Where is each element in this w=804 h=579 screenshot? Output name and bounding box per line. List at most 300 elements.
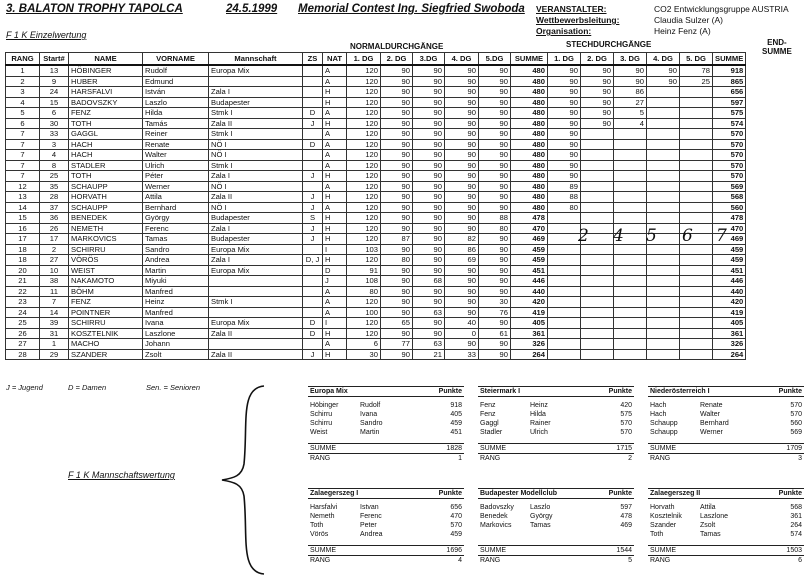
table-cell: 68 [413, 276, 445, 287]
table-cell: 7 [6, 150, 40, 161]
table-cell: 90 [413, 255, 445, 266]
table-cell: Péter [143, 171, 209, 182]
table-cell [581, 129, 614, 140]
table-cell: 90 [381, 171, 413, 182]
table-cell: Budapester [209, 234, 303, 245]
column-header: Mannschaft [209, 53, 303, 66]
table-cell: 451 [511, 265, 548, 276]
table-cell: 264 [713, 349, 746, 360]
table-cell [548, 349, 581, 360]
table-cell [680, 255, 713, 266]
team-rank-label: RANG [650, 557, 671, 564]
table-cell: Budapester [209, 213, 303, 224]
member-points: 597 [620, 504, 632, 511]
table-cell: H [323, 223, 347, 234]
table-cell: J [323, 276, 347, 287]
team-member-row [308, 401, 464, 410]
table-cell [680, 192, 713, 203]
section-einzelwertung: F 1 K Einzelwertung [6, 30, 87, 40]
table-cell: 469 [511, 234, 548, 245]
table-cell: Rudolf [143, 65, 209, 76]
group-stech: STECHDURCHGÄNGE [566, 40, 652, 49]
table-cell: 90 [381, 129, 413, 140]
column-header: 4. DG [647, 53, 680, 66]
table-cell: J [303, 118, 323, 129]
table-cell: 90 [381, 223, 413, 234]
table-cell: 459 [511, 255, 548, 266]
team-sum-value: 1715 [616, 445, 632, 452]
table-cell [680, 118, 713, 129]
member-firstname: György [530, 513, 553, 520]
table-cell: 90 [381, 328, 413, 339]
team-header [648, 488, 804, 499]
table-cell [647, 202, 680, 213]
table-cell: 480 [511, 181, 548, 192]
table-cell [581, 297, 614, 308]
table-cell [647, 328, 680, 339]
org-label-organisation: Organisation: [536, 26, 592, 36]
table-cell: H [323, 171, 347, 182]
table-cell: A [323, 76, 347, 87]
table-cell: NÖ I [209, 181, 303, 192]
table-cell: 574 [713, 118, 746, 129]
table-cell: 90 [413, 328, 445, 339]
table-cell [209, 276, 303, 287]
event-date: 24.5.1999 [226, 3, 278, 15]
table-cell: Tamas [143, 234, 209, 245]
table-row [6, 276, 746, 287]
table-cell [614, 265, 647, 276]
table-cell: A [323, 160, 347, 171]
table-cell: SZANDER [69, 349, 143, 360]
table-cell: H [323, 192, 347, 203]
team-sum-value: 1696 [446, 547, 462, 554]
team-rank-label: RANG [480, 455, 501, 462]
team-member-row [478, 419, 634, 428]
member-firstname: Renate [700, 402, 723, 409]
table-cell: H [323, 234, 347, 245]
team-sum-row [648, 545, 804, 555]
team-points-label: Punkte [778, 490, 802, 497]
member-firstname: Werner [700, 429, 723, 436]
member-surname: Fenz [480, 402, 496, 409]
team-member-row [648, 530, 804, 539]
member-firstname: Bernhard [700, 420, 729, 427]
table-cell: GAGGL [69, 129, 143, 140]
table-cell: 90 [479, 349, 511, 360]
table-cell [581, 307, 614, 318]
table-cell: 80 [548, 202, 581, 213]
table-cell [303, 97, 323, 108]
table-cell [581, 150, 614, 161]
team-member-row [648, 410, 804, 419]
legend-jugend: J = Jugend [6, 383, 43, 392]
contest-title: Memorial Contest Ing. Siegfried Swoboda [298, 3, 525, 15]
table-header-row [6, 53, 746, 66]
column-header: 3.DG [413, 53, 445, 66]
table-cell: A [323, 65, 347, 76]
team-sum-value: 1828 [446, 445, 462, 452]
table-cell: 90 [581, 97, 614, 108]
member-points: 918 [450, 402, 462, 409]
table-cell: 90 [445, 276, 479, 287]
table-cell: 90 [581, 87, 614, 98]
table-cell: D, J [303, 255, 323, 266]
team-rank-row [648, 555, 804, 565]
table-cell: Bernhard [143, 202, 209, 213]
table-cell [680, 150, 713, 161]
table-cell [303, 150, 323, 161]
table-cell: 120 [347, 234, 381, 245]
team-sum-row [648, 443, 804, 453]
member-surname: Benedek [480, 513, 508, 520]
table-cell [303, 181, 323, 192]
table-cell: 90 [581, 65, 614, 76]
table-cell: D [303, 139, 323, 150]
table-cell: 90 [381, 286, 413, 297]
table-cell [581, 328, 614, 339]
table-cell: 90 [479, 129, 511, 140]
table-row [6, 213, 746, 224]
team-rank-row [478, 555, 634, 565]
table-cell: 86 [614, 87, 647, 98]
table-cell [647, 286, 680, 297]
team-rank-label: RANG [310, 455, 331, 462]
table-row [6, 139, 746, 150]
team-name: Steiermark I [480, 388, 521, 395]
team-sum-label: SUMME [650, 547, 677, 554]
table-cell: 7 [6, 160, 40, 171]
table-cell: 120 [347, 213, 381, 224]
table-cell: 90 [381, 213, 413, 224]
org-value-veranstalter: CO2 Entwicklungsgruppe AUSTRIA [654, 4, 789, 14]
table-cell: A [323, 307, 347, 318]
table-cell: 446 [713, 276, 746, 287]
table-row [6, 223, 746, 234]
team-member-row [478, 428, 634, 437]
member-points: 469 [620, 522, 632, 529]
table-cell: 570 [713, 160, 746, 171]
table-cell [209, 339, 303, 350]
table-cell [548, 297, 581, 308]
table-cell: 361 [511, 328, 548, 339]
table-cell [303, 87, 323, 98]
table-cell [680, 307, 713, 318]
table-cell: I [323, 318, 347, 329]
column-header: SUMME [511, 53, 548, 66]
table-cell: 90 [445, 181, 479, 192]
table-cell: 33 [445, 349, 479, 360]
table-cell [647, 297, 680, 308]
team-member-row [478, 512, 634, 521]
mark-digit: 4 [613, 226, 624, 246]
table-cell: FENZ [69, 108, 143, 119]
table-cell: 2 [6, 76, 40, 87]
table-cell: Zala II [209, 118, 303, 129]
table-cell: 90 [479, 87, 511, 98]
table-cell: 40 [445, 318, 479, 329]
table-cell: 103 [347, 244, 381, 255]
member-surname: Toth [310, 522, 324, 529]
table-cell: 17 [6, 234, 40, 245]
table-cell: 90 [413, 234, 445, 245]
member-points [590, 530, 632, 539]
member-surname: Stadler [480, 429, 503, 436]
team-rank-value: 1 [458, 455, 462, 462]
table-cell: 90 [413, 97, 445, 108]
table-cell [680, 139, 713, 150]
table-cell: 90 [413, 171, 445, 182]
event-title: 3. BALATON TROPHY TAPOLCA [6, 3, 183, 15]
table-cell: SCHIRRU [69, 318, 143, 329]
table-row [6, 76, 746, 87]
table-cell: 26 [40, 223, 69, 234]
member-firstname [530, 530, 590, 539]
table-cell: 420 [713, 297, 746, 308]
table-cell: Zala I [209, 87, 303, 98]
table-cell [614, 160, 647, 171]
table-cell: 30 [479, 297, 511, 308]
curly-brace-icon [218, 384, 268, 576]
table-cell: VÖRÖS [69, 255, 143, 266]
table-cell: 560 [713, 202, 746, 213]
table-cell: 90 [479, 339, 511, 350]
table-cell: 120 [347, 192, 381, 203]
table-cell: 120 [347, 160, 381, 171]
table-cell [647, 129, 680, 140]
table-cell: 25 [680, 76, 713, 87]
team-member-row [648, 428, 804, 437]
table-row [6, 118, 746, 129]
table-cell: TOTH [69, 118, 143, 129]
table-cell [303, 129, 323, 140]
table-cell: 90 [445, 265, 479, 276]
table-cell: 31 [40, 328, 69, 339]
team-member-row [648, 401, 804, 410]
table-cell: MACHO [69, 339, 143, 350]
table-cell [548, 339, 581, 350]
table-cell: 90 [445, 307, 479, 318]
table-row [6, 65, 746, 76]
table-cell [647, 255, 680, 266]
table-cell: FENZ [69, 297, 143, 308]
table-cell: 21 [6, 276, 40, 287]
member-firstname: Ivana [360, 411, 378, 418]
table-cell [548, 318, 581, 329]
table-cell: 26 [6, 328, 40, 339]
table-cell: A [323, 150, 347, 161]
member-points: 361 [790, 513, 802, 520]
table-cell [614, 181, 647, 192]
table-cell: 90 [445, 76, 479, 87]
table-cell: 90 [381, 276, 413, 287]
table-cell: H [323, 118, 347, 129]
member-firstname: Attila [700, 504, 716, 511]
table-cell: 90 [479, 97, 511, 108]
table-cell: 7 [40, 297, 69, 308]
member-surname: Weist [310, 429, 328, 436]
team-sum-row [478, 545, 634, 555]
table-cell: 3 [6, 87, 40, 98]
table-cell: 90 [479, 118, 511, 129]
table-cell [680, 318, 713, 329]
table-cell: Ulrich [143, 160, 209, 171]
table-cell: Stmk I [209, 108, 303, 119]
table-cell: 39 [40, 318, 69, 329]
table-cell: 90 [445, 108, 479, 119]
table-cell: Stmk I [209, 129, 303, 140]
table-cell: 16 [6, 223, 40, 234]
table-cell: 90 [413, 129, 445, 140]
member-surname: Hach [650, 402, 667, 409]
table-cell: 14 [40, 307, 69, 318]
table-cell: Europa Mix [209, 318, 303, 329]
team-rank-value: 2 [628, 455, 632, 462]
table-cell: 35 [40, 181, 69, 192]
table-cell: 10 [40, 265, 69, 276]
team-sum-value: 1709 [786, 445, 802, 452]
member-points: 459 [450, 420, 462, 427]
table-cell: 361 [713, 328, 746, 339]
table-cell: H [323, 87, 347, 98]
table-cell [647, 192, 680, 203]
table-cell: 570 [713, 150, 746, 161]
table-cell: 568 [713, 192, 746, 203]
table-cell: I [323, 244, 347, 255]
table-cell: Europa Mix [209, 65, 303, 76]
table-cell [647, 150, 680, 161]
table-cell: 82 [445, 234, 479, 245]
table-cell: 90 [381, 65, 413, 76]
table-cell [680, 286, 713, 297]
table-cell [614, 318, 647, 329]
mark-digit: 7 [716, 226, 727, 246]
table-cell: MARKOVICS [69, 234, 143, 245]
table-cell [614, 339, 647, 350]
table-cell [647, 349, 680, 360]
table-cell [303, 307, 323, 318]
team-sum-label: SUMME [310, 445, 337, 452]
table-cell [303, 286, 323, 297]
table-cell [581, 255, 614, 266]
table-cell: Zsolt [143, 349, 209, 360]
org-value-organisation: Heinz Fenz (A) [654, 26, 711, 36]
table-cell [614, 171, 647, 182]
table-cell: 480 [511, 65, 548, 76]
table-row [6, 160, 746, 171]
table-cell: 90 [445, 65, 479, 76]
table-cell: 120 [347, 118, 381, 129]
table-cell: 90 [479, 171, 511, 182]
table-row [6, 255, 746, 266]
table-cell [680, 181, 713, 192]
column-header: NAT [323, 53, 347, 66]
team-header [478, 386, 634, 397]
table-cell: 90 [548, 139, 581, 150]
column-header: 1. DG [548, 53, 581, 66]
team-sum-value: 1503 [786, 547, 802, 554]
section-mannschaftswertung: F 1 K Mannschaftswertung [68, 470, 175, 480]
table-cell: 120 [347, 108, 381, 119]
team-member-row [478, 521, 634, 530]
table-cell [647, 118, 680, 129]
table-cell: 7 [6, 139, 40, 150]
team-sum-value: 1544 [616, 547, 632, 554]
table-row [6, 307, 746, 318]
table-cell: D [303, 108, 323, 119]
table-cell: 18 [6, 255, 40, 266]
table-cell [680, 97, 713, 108]
table-cell: Walter [143, 150, 209, 161]
table-cell: 469 [713, 234, 746, 245]
table-cell: 90 [445, 129, 479, 140]
table-cell: 7 [6, 171, 40, 182]
table-cell: 120 [347, 181, 381, 192]
table-cell: 480 [511, 139, 548, 150]
table-cell [647, 181, 680, 192]
table-cell: 120 [347, 150, 381, 161]
table-cell [614, 255, 647, 266]
table-cell [647, 318, 680, 329]
table-cell: 90 [445, 97, 479, 108]
table-cell: 90 [548, 65, 581, 76]
table-cell [548, 244, 581, 255]
table-cell: 88 [479, 213, 511, 224]
team-rank-label: RANG [650, 455, 671, 462]
team-box [478, 386, 634, 463]
table-cell: 656 [713, 87, 746, 98]
member-points: 459 [450, 531, 462, 538]
table-cell: 480 [511, 192, 548, 203]
table-cell: 90 [445, 160, 479, 171]
table-row [6, 150, 746, 161]
table-cell: 90 [647, 65, 680, 76]
table-cell: 120 [347, 139, 381, 150]
table-cell: 21 [413, 349, 445, 360]
team-member-row [478, 401, 634, 410]
member-points: 570 [450, 522, 462, 529]
team-sum-label: SUMME [310, 547, 337, 554]
table-cell: Laszlo [143, 97, 209, 108]
team-sum-row [308, 443, 464, 453]
team-member-row [308, 521, 464, 530]
table-cell: 90 [445, 202, 479, 213]
table-cell: H [323, 97, 347, 108]
table-cell [647, 108, 680, 119]
mark-digit: 6 [682, 226, 693, 246]
team-name: Budapester Modellclub [480, 490, 558, 497]
table-cell: 6 [6, 118, 40, 129]
table-cell: J [303, 349, 323, 360]
table-cell: 120 [347, 328, 381, 339]
table-cell [548, 234, 581, 245]
table-cell: 90 [381, 265, 413, 276]
table-cell: 90 [381, 181, 413, 192]
table-cell: HACH [69, 150, 143, 161]
table-cell [614, 202, 647, 213]
group-endsumme: END- SUMME [762, 38, 792, 56]
table-cell: 100 [347, 307, 381, 318]
member-surname: Nemeth [310, 513, 335, 520]
table-cell: 865 [713, 76, 746, 87]
table-cell: 90 [413, 160, 445, 171]
column-header: ZS [303, 53, 323, 66]
table-cell: BENEDEK [69, 213, 143, 224]
table-cell: 90 [548, 118, 581, 129]
table-cell [614, 297, 647, 308]
table-cell [548, 328, 581, 339]
table-cell: 90 [445, 139, 479, 150]
